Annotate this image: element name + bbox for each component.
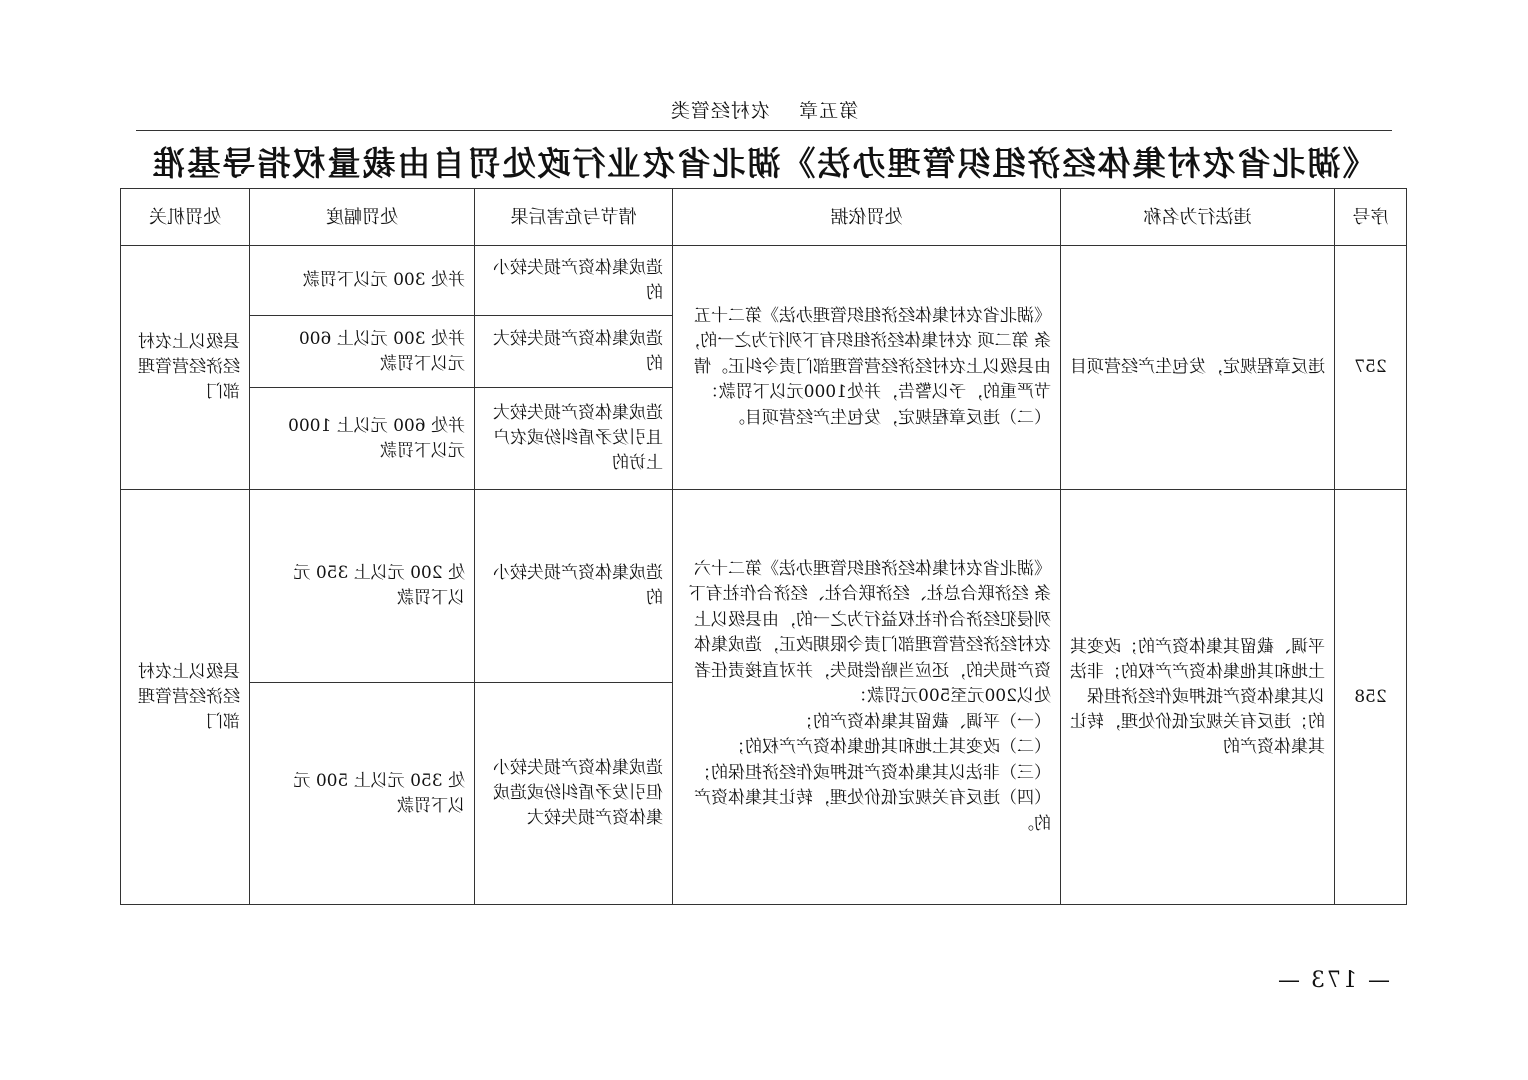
consequence: 造成集体资产损失较大的 [475,316,673,388]
page-number: — 173 — [1276,968,1390,993]
penalty-basis: 《湖北省农村集体经济组织管理办法》第二十五条 第二项 农村集体经济组织有下列行为之一的，由县级以上农村经济经营管理部门责令纠正。情节严重的，予以警告，并处1000元以下罚款：（二）违反章程规定，发包生产经营项目。 [673,246,1061,490]
running-header [136,96,1392,123]
table-row [121,246,1407,316]
header-rule [136,130,1392,131]
penalty-range: 并处 600 元以上 1000 元以下罚款 [250,388,475,490]
penalty-authority: 县级以上农村经济经营管理部门 [121,246,250,490]
violation-name: 平调、截留其集体资产的；改变其土地和其他集体资产产权的；非法以其集体资产抵押或作经济担保的；违反有关规定低价处理，转让其集体资产的 [1061,490,1335,905]
column-header-authority: 处罚机关 [121,189,250,246]
penalty-range: 处 350 元以上 500 元 以下罚款 [250,683,475,905]
penalty-authority: 县级以上农村经济经营管理部门 [121,490,250,905]
chapter-label: 第五章 [798,100,859,122]
penalty-table [120,188,1407,905]
table-header-row [121,189,1407,246]
penalty-basis: 《湖北省农村集体经济组织管理办法》第二十六条 经济联合总社、经济联合社、经济合作社有下列侵犯经济合作社权益行为之一的，由县级以上农村经济经营管理部门责令限期改正，造成集体资产损失的，还应当赔偿损失，并对直接责任者处以200元至500元罚款： （一）平调、截留其集体资产的； （二）改变其土地和其他集体资产产权的； （三）非法以其集体资产抵押或作经济担保的； （四）违反有关规定低价处理，转让其集体资产的。 [673,490,1061,905]
row-number: 257 [1335,246,1407,490]
consequence: 造成集体资产损失较小的 [475,490,673,683]
column-header-no: 序号 [1335,189,1407,246]
row-number: 258 [1335,490,1407,905]
column-header-range: 处罚幅度 [250,189,475,246]
violation-name: 违反章程规定，发包生产经营项目 [1061,246,1335,490]
column-header-name: 违法行为名称 [1061,189,1335,246]
column-header-basis: 处罚依据 [673,189,1061,246]
penalty-range: 处 200 元以上 350 元 以下罚款 [250,490,475,683]
category-label: 农村经管类 [669,100,770,122]
document-title: 《湖北省农村集体经济组织管理办法》湖北省农业行政处罚自由裁量权指导基准 [150,144,1376,183]
table-row [121,490,1407,683]
penalty-range: 并处 300 元以上 600 元以下罚款 [250,316,475,388]
consequence: 造成集体资产损失较大且引发矛盾纠纷或农户上访的 [475,388,673,490]
consequence: 造成集体资产损失较小的 [475,246,673,316]
penalty-range: 并处 300 元以下罚款 [250,246,475,316]
column-header-consequence: 情节与危害后果 [475,189,673,246]
consequence: 造成集体资产损失较小但引发矛盾纠纷或造成集体资产损失较大 [475,683,673,905]
